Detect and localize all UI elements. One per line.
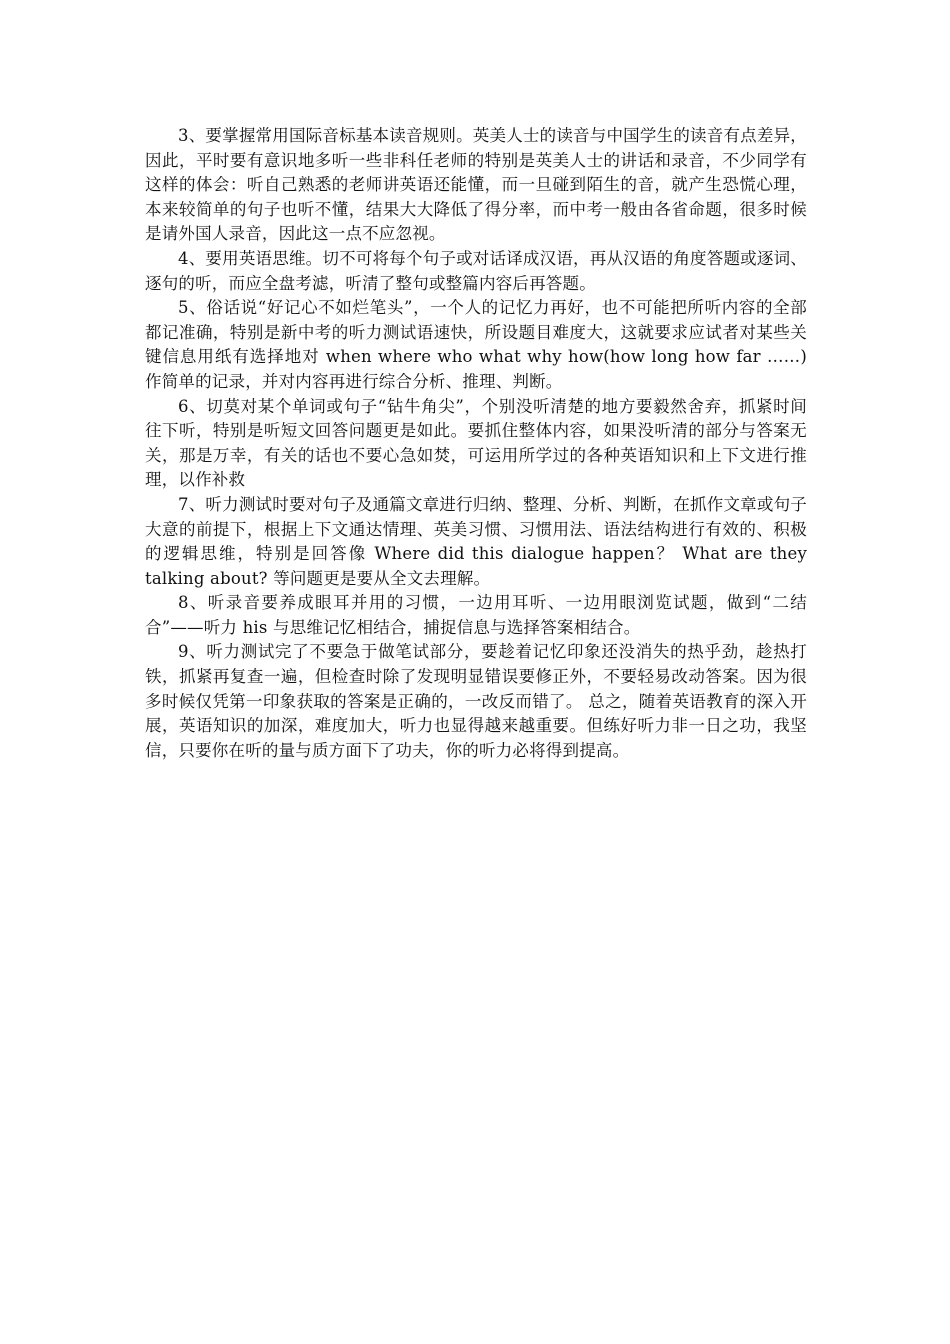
paragraph-3: 3、要掌握常用国际音标基本读音规则。英美人士的读音与中国学生的读音有点差异，因此，平时要有意识地多听一些非科任老师的特别是英美人士的讲话和录音，不少同学有这样的体会：听自己熟悉的老师讲英语还能懂，而一旦碰到陌生的音，就产生恐慌心理，本来较简单的句子也听不懂，结果大大降低了得分率，而中考一般由各省命题，很多时候是请外国人录音，因此这一点不应忽视。 bbox=[145, 126, 807, 244]
document-body bbox=[145, 124, 807, 763]
paragraph-5: 5、俗话说“好记心不如烂笔头”，一个人的记忆力再好，也不可能把所听内容的全部都记准确，特别是新中考的听力测试语速快，所设题目难度大，这就要求应试者对某些关键信息用纸有选择地对 when where who what why how(how long how far ……)作简单的记录，并对内容再进行综合分析、推理、判断。 bbox=[145, 298, 807, 391]
paragraph-6: 6、切莫对某个单词或句子“钻牛角尖”，个别没听清楚的地方要毅然舍弃，抓紧时间往下听，特别是听短文回答问题更是如此。要抓住整体内容，如果没听清的部分与答案无关，那是万幸，有关的话也不要心急如焚，可运用所学过的各种英语知识和上下文进行推理，以作补救 bbox=[145, 396, 807, 490]
paragraph-8: 8、听录音要养成眼耳并用的习惯，一边用耳听、一边用眼浏览试题，做到“二结合”——听力 his 与思维记忆相结合，捕捉信息与选择答案相结合。 bbox=[145, 593, 807, 637]
paragraph-4: 4、要用英语思维。切不可将每个句子或对话译成汉语，再从汉语的角度答题或逐词、逐句的听，而应全盘考滤，听清了整句或整篇内容后再答题。 bbox=[145, 248, 807, 293]
paragraph-9: 9、听力测试完了不要急于做笔试部分，要趁着记忆印象还没消失的热乎劲，趁热打铁，抓紧再复查一遍，但检查时除了发现明显错误要修正外，不要轻易改动答案。因为很多时候仅凭第一印象获取的答案是正确的，一改反而错了。 总之，随着英语教育的深入开展，英语知识的加深，难度加大，听力也显得越来越重要。但练好听力非一日之功，我坚信，只要你在听的量与质方面下了功夫，你的听力必将得到提高。 bbox=[145, 642, 807, 760]
paragraph-7: 7、听力测试时要对句子及通篇文章进行归纳、整理、分析、判断，在抓作文章或句子大意的前提下，根据上下文通达情理、英美习惯、习惯用法、语法结构进行有效的、积极的逻辑思维，特别是回答像 Where did this dialogue happen？ What are they talking about? 等问题更是要从全文去理解。 bbox=[145, 494, 807, 588]
